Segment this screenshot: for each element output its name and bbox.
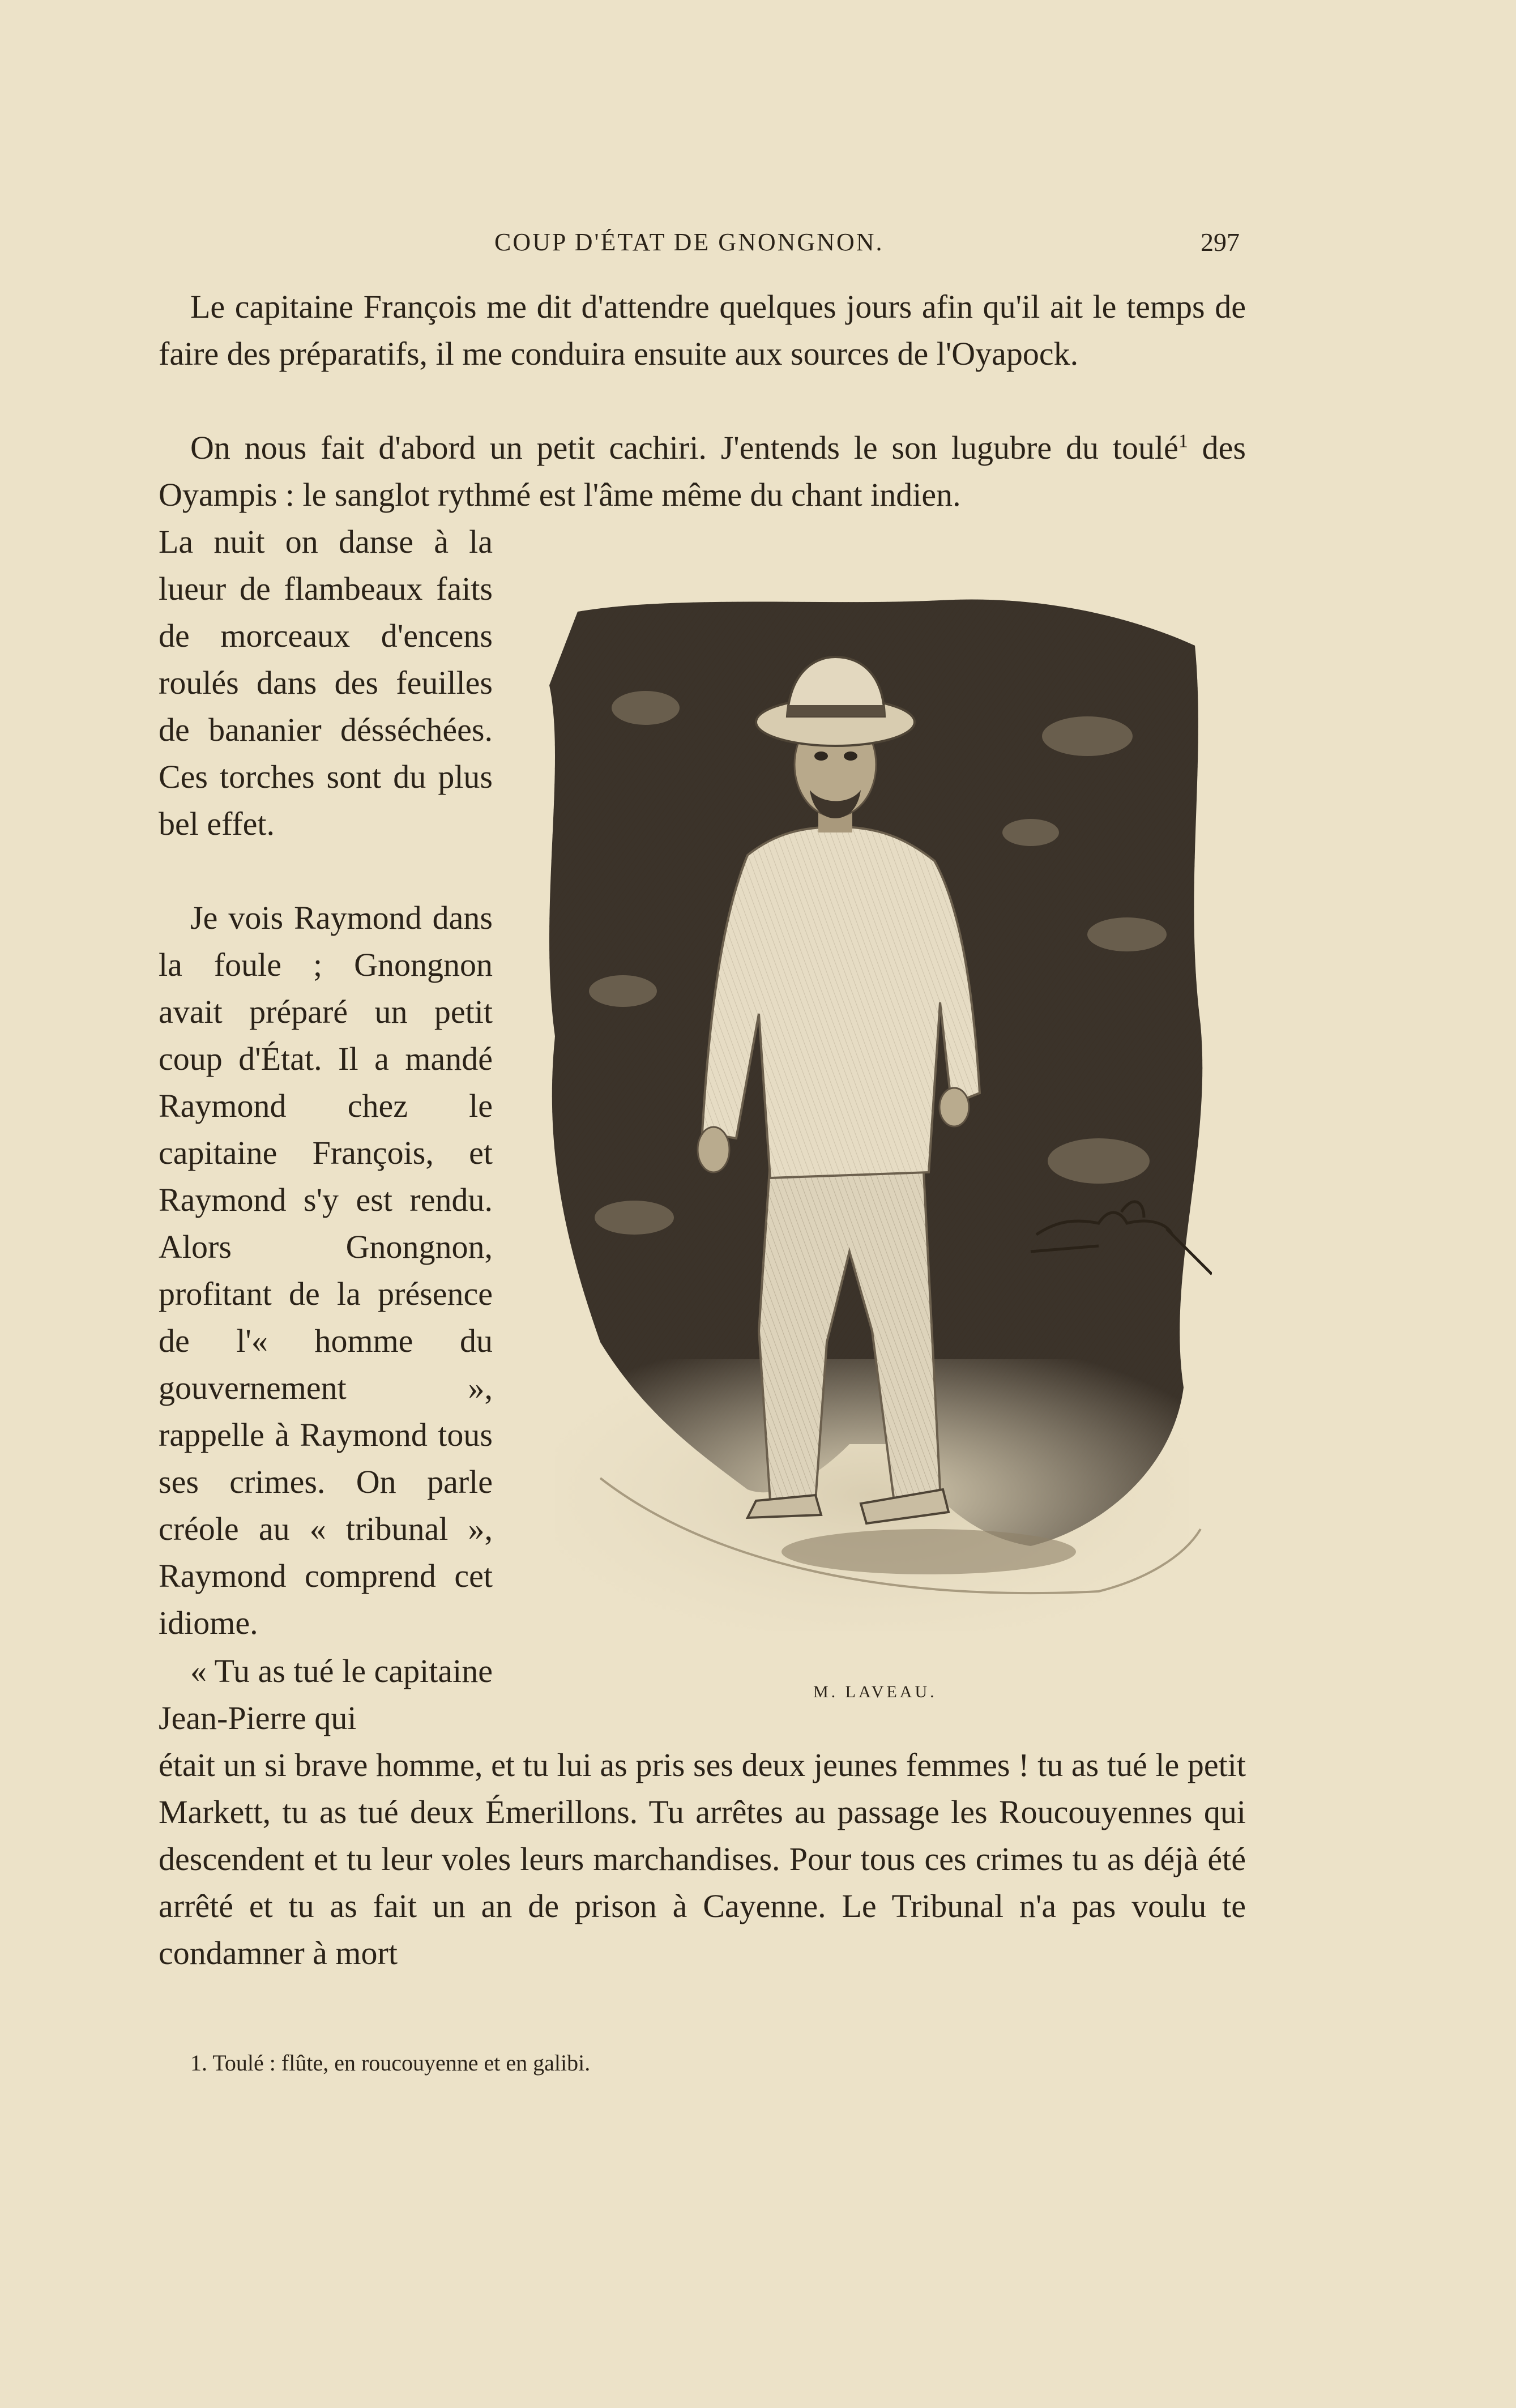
paragraph-continuation: était un si brave homme, et tu lui as pris ses deux jeunes femmes ! tu as tué le petit Markett, tu as tué deux Émerillons. Tu arrêtes au passage les Roucouyennes qui descendent et tu leur voles leurs marchandises. Pour tous ces crimes tu as déjà été arrêté et tu as fait un an de prison à Cayenne. Le Tribunal n'a pas voulu te condamner à mort: [159, 1747, 1246, 1971]
engraving-illustration: [532, 595, 1212, 1631]
running-head: [0, 225, 1516, 259]
paragraph-1: Le capitaine François me dit d'attendre quelques jours afin qu'il ait le temps de faire des préparatifs, il me conduira ensuite aux sources de l'Oyapock.: [159, 288, 1246, 372]
page-number: 297: [1201, 228, 1240, 257]
portrait-engraving: [532, 595, 1212, 1631]
footnote: [190, 2049, 1210, 2077]
running-head-title: COUP D'ÉTAT DE GNONGNON.: [494, 228, 884, 256]
footnote-number: 1.: [190, 2050, 207, 2076]
footnote-reference: 1: [1178, 430, 1188, 452]
paragraph-2: [159, 424, 1246, 518]
column-paragraph-2: Je vois Raymond dans la foule ; Gnongnon avait préparé un petit coup d'État. Il a mandé Raymond chez le capitaine François, et Raymond s'y est rendu. Alors Gnongnon, profitant de la présence de l'« homme du gouvernement », rappelle à Raymond tous ses crimes. On parle créole au « tribunal », Raymond comprend cet idiome.: [159, 899, 493, 1641]
paragraph-2-text-a: On nous fait d'abord un petit cachiri. J'entends le son lugubre du toulé: [190, 429, 1178, 466]
footnote-text: Toulé : flûte, en roucouyenne et en galibi.: [212, 2050, 591, 2076]
paragraph-2-text-b: des Oyampis : le sanglot rythmé est l'âme même du chant indien.: [159, 429, 1246, 513]
column-paragraph-3: « Tu as tué le capitaine Jean-Pierre qui: [159, 1653, 493, 1736]
figure-caption: M. LAVEAU.: [813, 1683, 937, 1701]
column-paragraph-1: La nuit on danse à la lueur de flambeaux faits de morceaux d'encens roulés dans des feuilles de bananier désséchées. Ces torches sont du plus bel effet.: [159, 523, 493, 842]
